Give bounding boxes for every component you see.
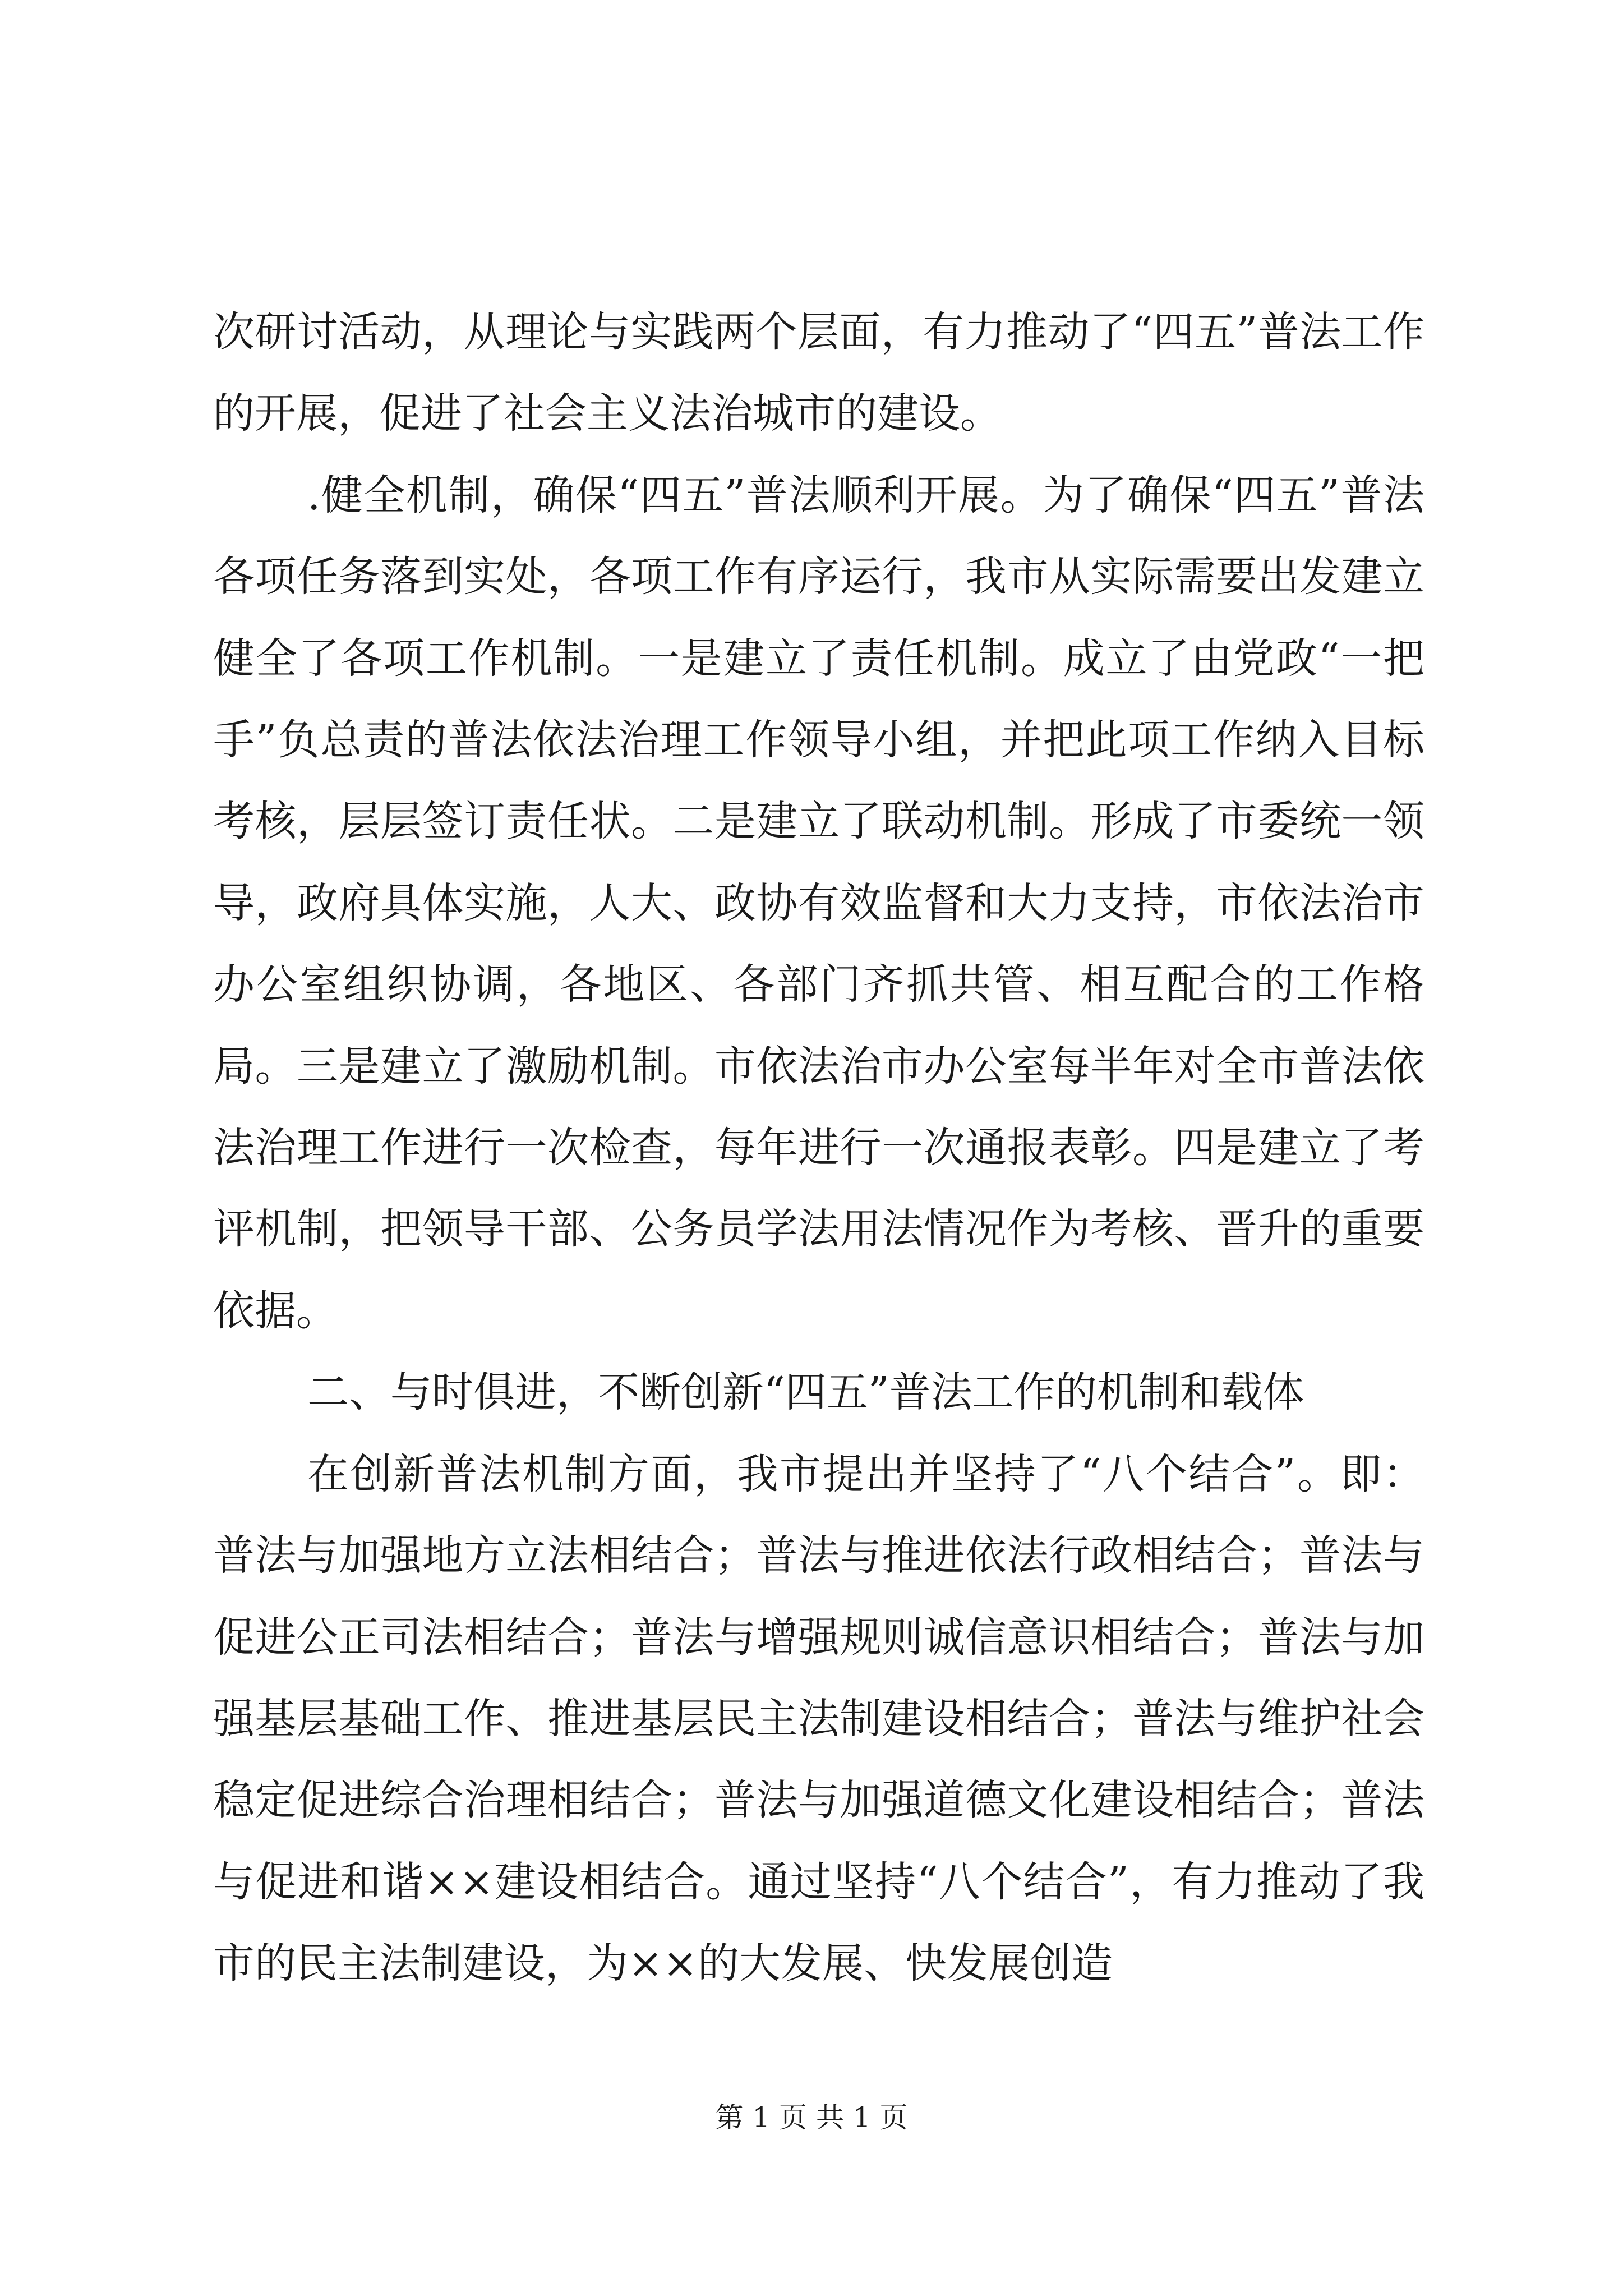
paragraph-mechanism: .健全机制，确保“四五”普法顺利开展。为了确保“四五”普法各项任务落到实处，各项工作有序运行，我市从实际需要出发建立健全了各项工作机制。一是建立了责任机制。成立了由党政“一把手”负总责的普法依法治理工作领导小组，并把此项工作纳入目标考核，层层签订责任状。二是建立了联动机制。形成了市委统一领导，政府具体实施，人大、政协有效监督和大力支持，市依法治市办公室组织协调，各地区、各部门齐抓共管、相互配合的工作格局。三是建立了激励机制。市依法治市办公室每半年对全市普法依法治理工作进行一次检查，每年进行一次通报表彰。四是建立了考评机制，把领导干部、公务员学法用法情况作为考核、晋升的重要依据。: [213, 471, 1424, 1335]
page-number-footer: 第 1 页 共 1 页: [715, 2101, 908, 2134]
document-body: [213, 292, 1424, 2005]
paragraph-continuation: 次研讨活动，从理论与实践两个层面，有力推动了“四五”普法工作的开展，促进了社会主义法治城市的建设。: [213, 308, 1424, 438]
section-heading: 二、与时俱进，不断创新“四五”普法工作的机制和载体: [307, 1368, 1304, 1417]
paragraph-eight-combinations: 在创新普法机制方面，我市提出并坚持了“八个结合”。即：普法与加强地方立法相结合；普法与推进依法行政相结合；普法与促进公正司法相结合；普法与增强规则诚信意识相结合；普法与加强基层基础工作、推进基层民主法制建设相结合；普法与维护社会稳定促进综合治理相结合；普法与加强道德文化建设相结合；普法与促进和谐××建设相结合。通过坚持“八个结合”，有力推动了我市的民主法制建设，为××的大发展、快发展创造: [213, 1450, 1424, 1988]
